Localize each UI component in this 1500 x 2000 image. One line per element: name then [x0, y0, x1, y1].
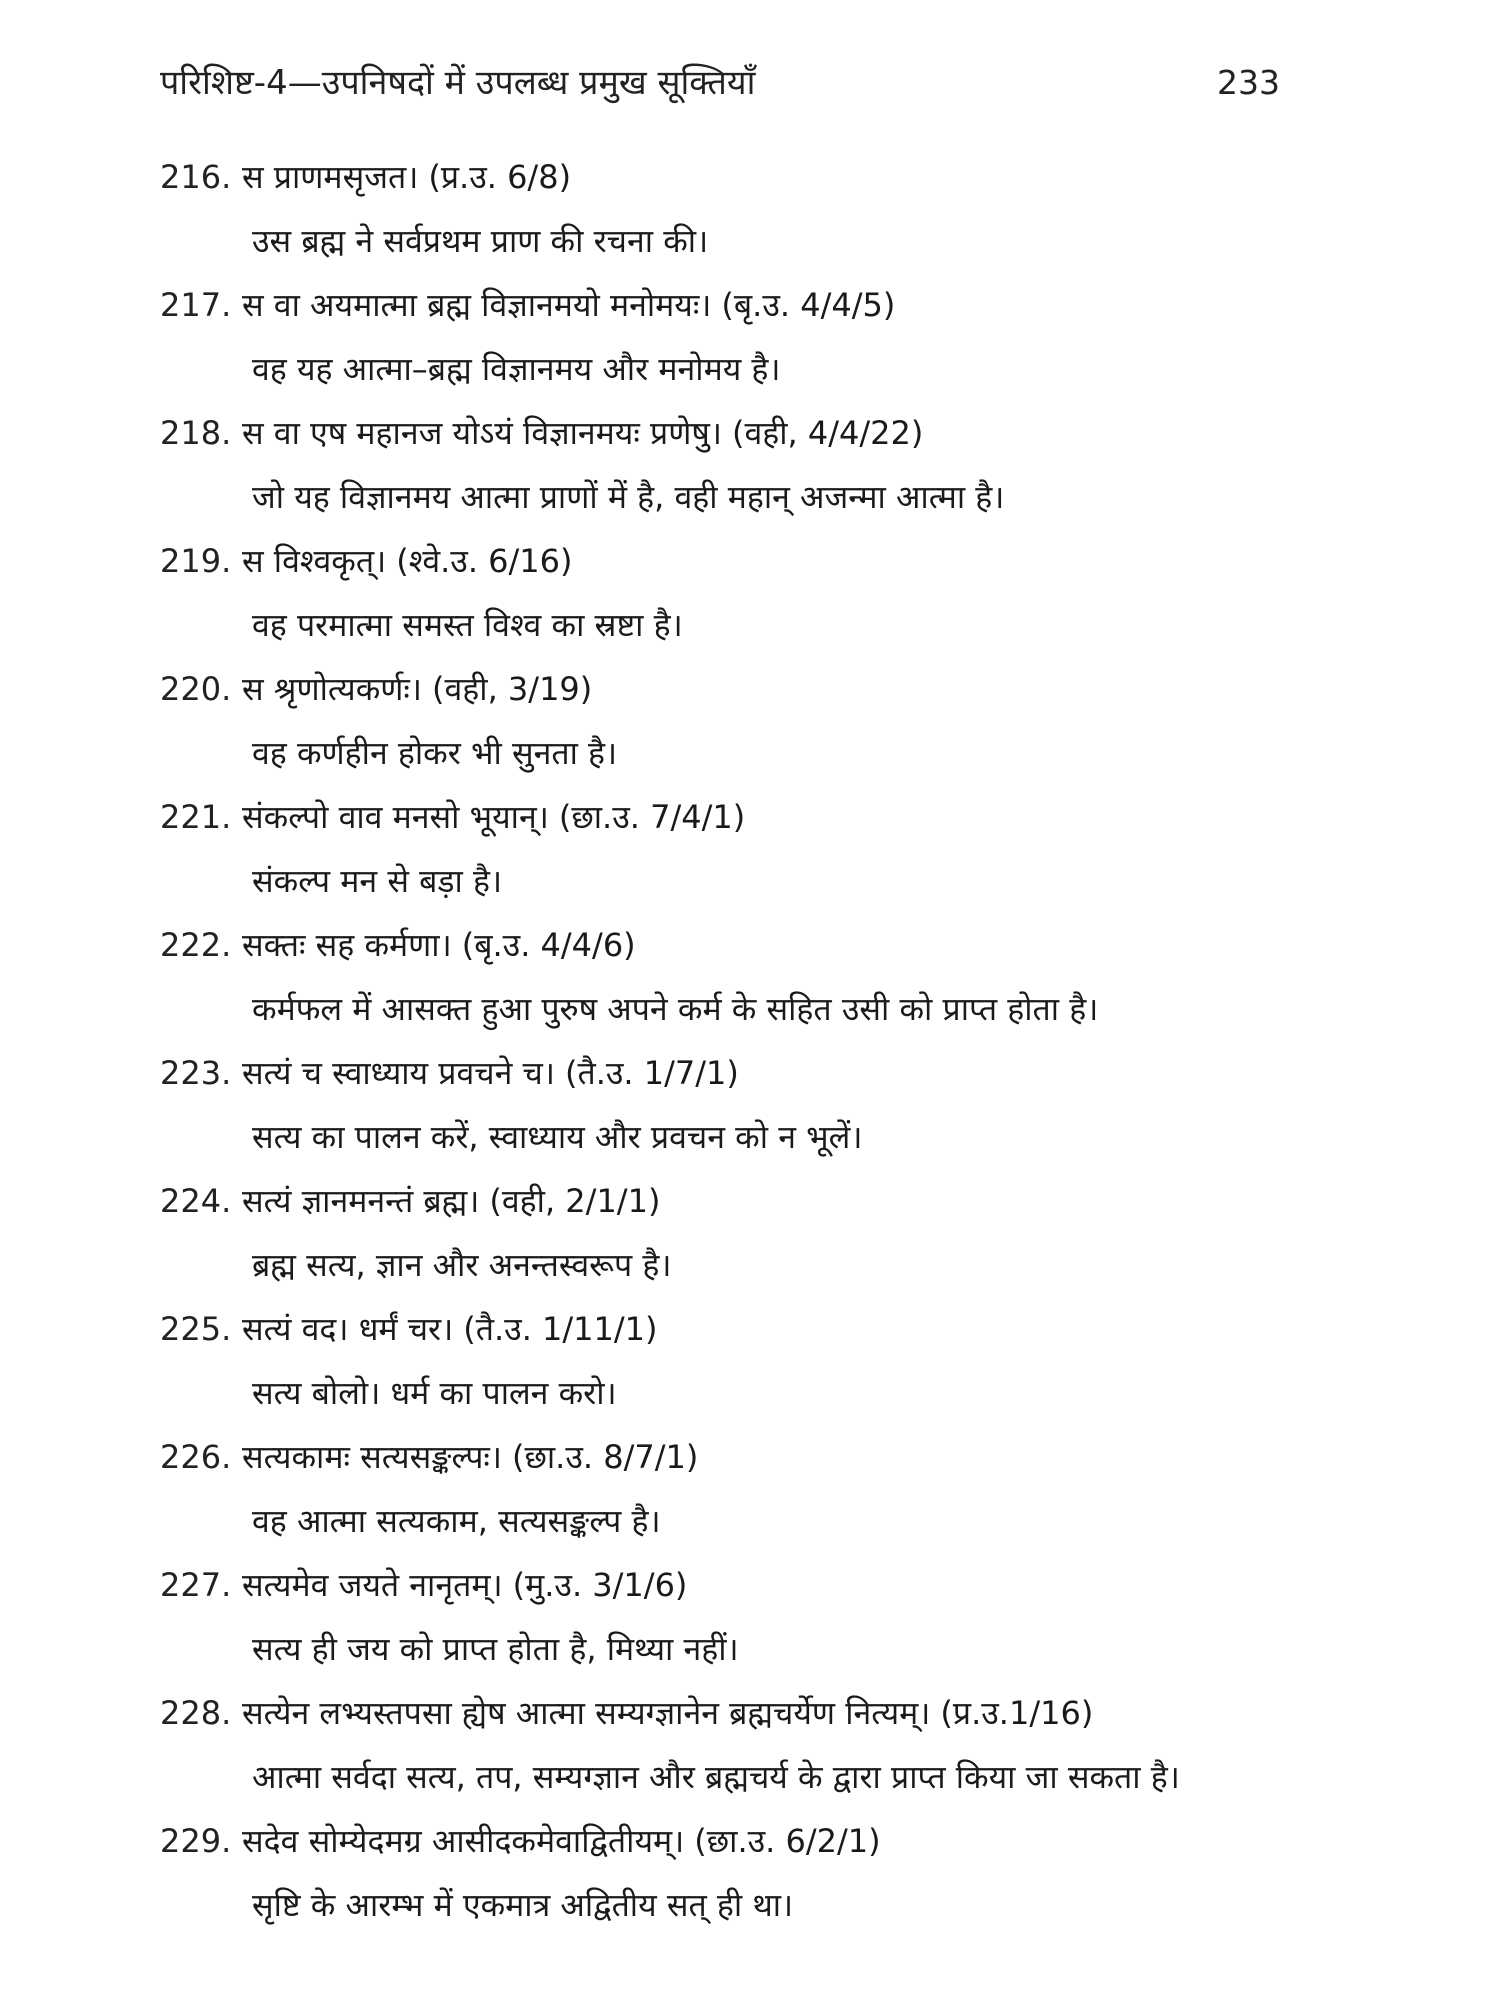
source-reference: (छा.उ. 7/4/1): [558, 798, 746, 836]
hindi-meaning: वह यह आत्मा–ब्रह्म विज्ञानमय और मनोमय है।: [252, 350, 781, 388]
sukti-entry-216: [160, 145, 1320, 273]
entry-number: 221.: [160, 798, 232, 836]
sanskrit-text: स श्रृणोत्यकर्णः।: [242, 670, 423, 708]
source-reference: (प्र.उ.1/16): [940, 1694, 1094, 1732]
sanskrit-text: संकल्पो वाव मनसो भूयान्।: [242, 798, 549, 836]
source-reference: (वही, 4/4/22): [731, 414, 924, 452]
entry-number: 229.: [160, 1822, 232, 1860]
sanskrit-text: सक्तः सह कर्मणा।: [242, 926, 452, 964]
entry-number: 224.: [160, 1182, 232, 1220]
sanskrit-text: स प्राणमसृजत।: [242, 158, 419, 196]
sanskrit-line: [160, 1425, 1320, 1489]
sukti-entry-220: [160, 657, 1320, 785]
hindi-meaning: वह परमात्मा समस्त विश्व का स्रष्टा है।: [252, 606, 683, 644]
entry-number: 217.: [160, 286, 232, 324]
source-reference: (तै.उ. 1/7/1): [564, 1054, 739, 1092]
hindi-meaning: सृष्टि के आरम्भ में एकमात्र अद्वितीय सत् ही था।: [252, 1886, 794, 1924]
source-reference: (वही, 2/1/1): [489, 1182, 661, 1220]
source-reference: (मु.उ. 3/1/6): [512, 1566, 688, 1604]
hindi-meaning: सत्य का पालन करें, स्वाध्याय और प्रवचन को न भूलें।: [252, 1118, 863, 1156]
sukti-list: [160, 145, 1320, 1937]
sukti-entry-221: [160, 785, 1320, 913]
entry-number: 219.: [160, 542, 232, 580]
source-reference: (वही, 3/19): [432, 670, 593, 708]
entry-number: 216.: [160, 158, 232, 196]
sukti-entry-228: [160, 1681, 1320, 1809]
hindi-meaning: वह कर्णहीन होकर भी सुनता है।: [252, 734, 618, 772]
source-reference: (बृ.उ. 4/4/6): [461, 926, 636, 964]
sukti-entry-227: [160, 1553, 1320, 1681]
entry-number: 226.: [160, 1438, 232, 1476]
sanskrit-line: [160, 1553, 1320, 1617]
hindi-meaning: आत्मा सर्वदा सत्य, तप, सम्यग्ज्ञान और ब्रह्मचर्य के द्वारा प्राप्त किया जा सकता है।: [252, 1758, 1180, 1796]
sanskrit-line: [160, 1809, 1320, 1873]
entry-number: 223.: [160, 1054, 232, 1092]
sukti-entry-222: [160, 913, 1320, 1041]
sanskrit-line: [160, 1041, 1320, 1105]
sanskrit-line: [160, 401, 1320, 465]
source-reference: (बृ.उ. 4/4/5): [721, 286, 896, 324]
sanskrit-line: [160, 273, 1320, 337]
sanskrit-text: सत्यं वद। धर्मं चर।: [242, 1310, 454, 1348]
sukti-entry-223: [160, 1041, 1320, 1169]
sanskrit-line: [160, 1297, 1320, 1361]
hindi-meaning: जो यह विज्ञानमय आत्मा प्राणों में है, वही महान् अजन्मा आत्मा है।: [252, 478, 1005, 516]
chapter-title: परिशिष्ट-4—उपनिषदों में उपलब्ध प्रमुख सूक्तियाँ: [160, 63, 756, 103]
hindi-meaning: सत्य बोलो। धर्म का पालन करो।: [252, 1374, 617, 1412]
sanskrit-text: सदेव सोम्येदमग्र आसीदकमेवाद्वितीयम्।: [242, 1822, 685, 1860]
entry-number: 228.: [160, 1694, 232, 1732]
sanskrit-text: सत्यं ज्ञानमनन्तं ब्रह्म।: [242, 1182, 480, 1220]
sukti-entry-224: [160, 1169, 1320, 1297]
source-reference: (छा.उ. 6/2/1): [694, 1822, 881, 1860]
sanskrit-line: [160, 1169, 1320, 1233]
sanskrit-line: [160, 529, 1320, 593]
sanskrit-line: [160, 913, 1320, 977]
source-reference: (छा.उ. 8/7/1): [511, 1438, 699, 1476]
hindi-meaning: कर्मफल में आसक्त हुआ पुरुष अपने कर्म के सहित उसी को प्राप्त होता है।: [252, 990, 1099, 1028]
hindi-meaning: ब्रह्म सत्य, ज्ञान और अनन्तस्वरूप है।: [252, 1246, 672, 1284]
sanskrit-text: स वा एष महानज योऽयं विज्ञानमयः प्रणेषु।: [242, 414, 722, 452]
sanskrit-line: [160, 1681, 1320, 1745]
sanskrit-line: [160, 785, 1320, 849]
sanskrit-text: सत्यमेव जयते नानृतम्।: [242, 1566, 503, 1604]
hindi-meaning: वह आत्मा सत्यकाम, सत्यसङ्कल्प है।: [252, 1502, 661, 1540]
sukti-entry-218: [160, 401, 1320, 529]
source-reference: (तै.उ. 1/11/1): [463, 1310, 658, 1348]
entry-number: 218.: [160, 414, 232, 452]
entry-number: 225.: [160, 1310, 232, 1348]
running-head: [160, 58, 1280, 108]
sanskrit-text: स विश्वकृत्।: [242, 542, 387, 580]
hindi-meaning: उस ब्रह्म ने सर्वप्रथम प्राण की रचना की।: [252, 222, 709, 260]
sanskrit-line: [160, 657, 1320, 721]
sukti-entry-229: [160, 1809, 1320, 1937]
source-reference: (श्वे.उ. 6/16): [396, 542, 573, 580]
sanskrit-text: स वा अयमात्मा ब्रह्म विज्ञानमयो मनोमयः।: [242, 286, 712, 324]
hindi-meaning: संकल्प मन से बड़ा है।: [252, 862, 503, 900]
sanskrit-line: [160, 145, 1320, 209]
page-number: 233: [1217, 63, 1280, 102]
sukti-entry-225: [160, 1297, 1320, 1425]
sanskrit-text: सत्यं च स्वाध्याय प्रवचने च।: [242, 1054, 555, 1092]
sukti-entry-219: [160, 529, 1320, 657]
hindi-meaning: सत्य ही जय को प्राप्त होता है, मिथ्या नहीं।: [252, 1630, 739, 1668]
sukti-entry-217: [160, 273, 1320, 401]
sukti-entry-226: [160, 1425, 1320, 1553]
source-reference: (प्र.उ. 6/8): [428, 158, 572, 196]
entry-number: 220.: [160, 670, 232, 708]
entry-number: 227.: [160, 1566, 232, 1604]
sanskrit-text: सत्यकामः सत्यसङ्कल्पः।: [242, 1438, 502, 1476]
entry-number: 222.: [160, 926, 232, 964]
sanskrit-text: सत्येन लभ्यस्तपसा ह्येष आत्मा सम्यग्ज्ञानेन ब्रह्मचर्येण नित्यम्।: [242, 1694, 931, 1732]
